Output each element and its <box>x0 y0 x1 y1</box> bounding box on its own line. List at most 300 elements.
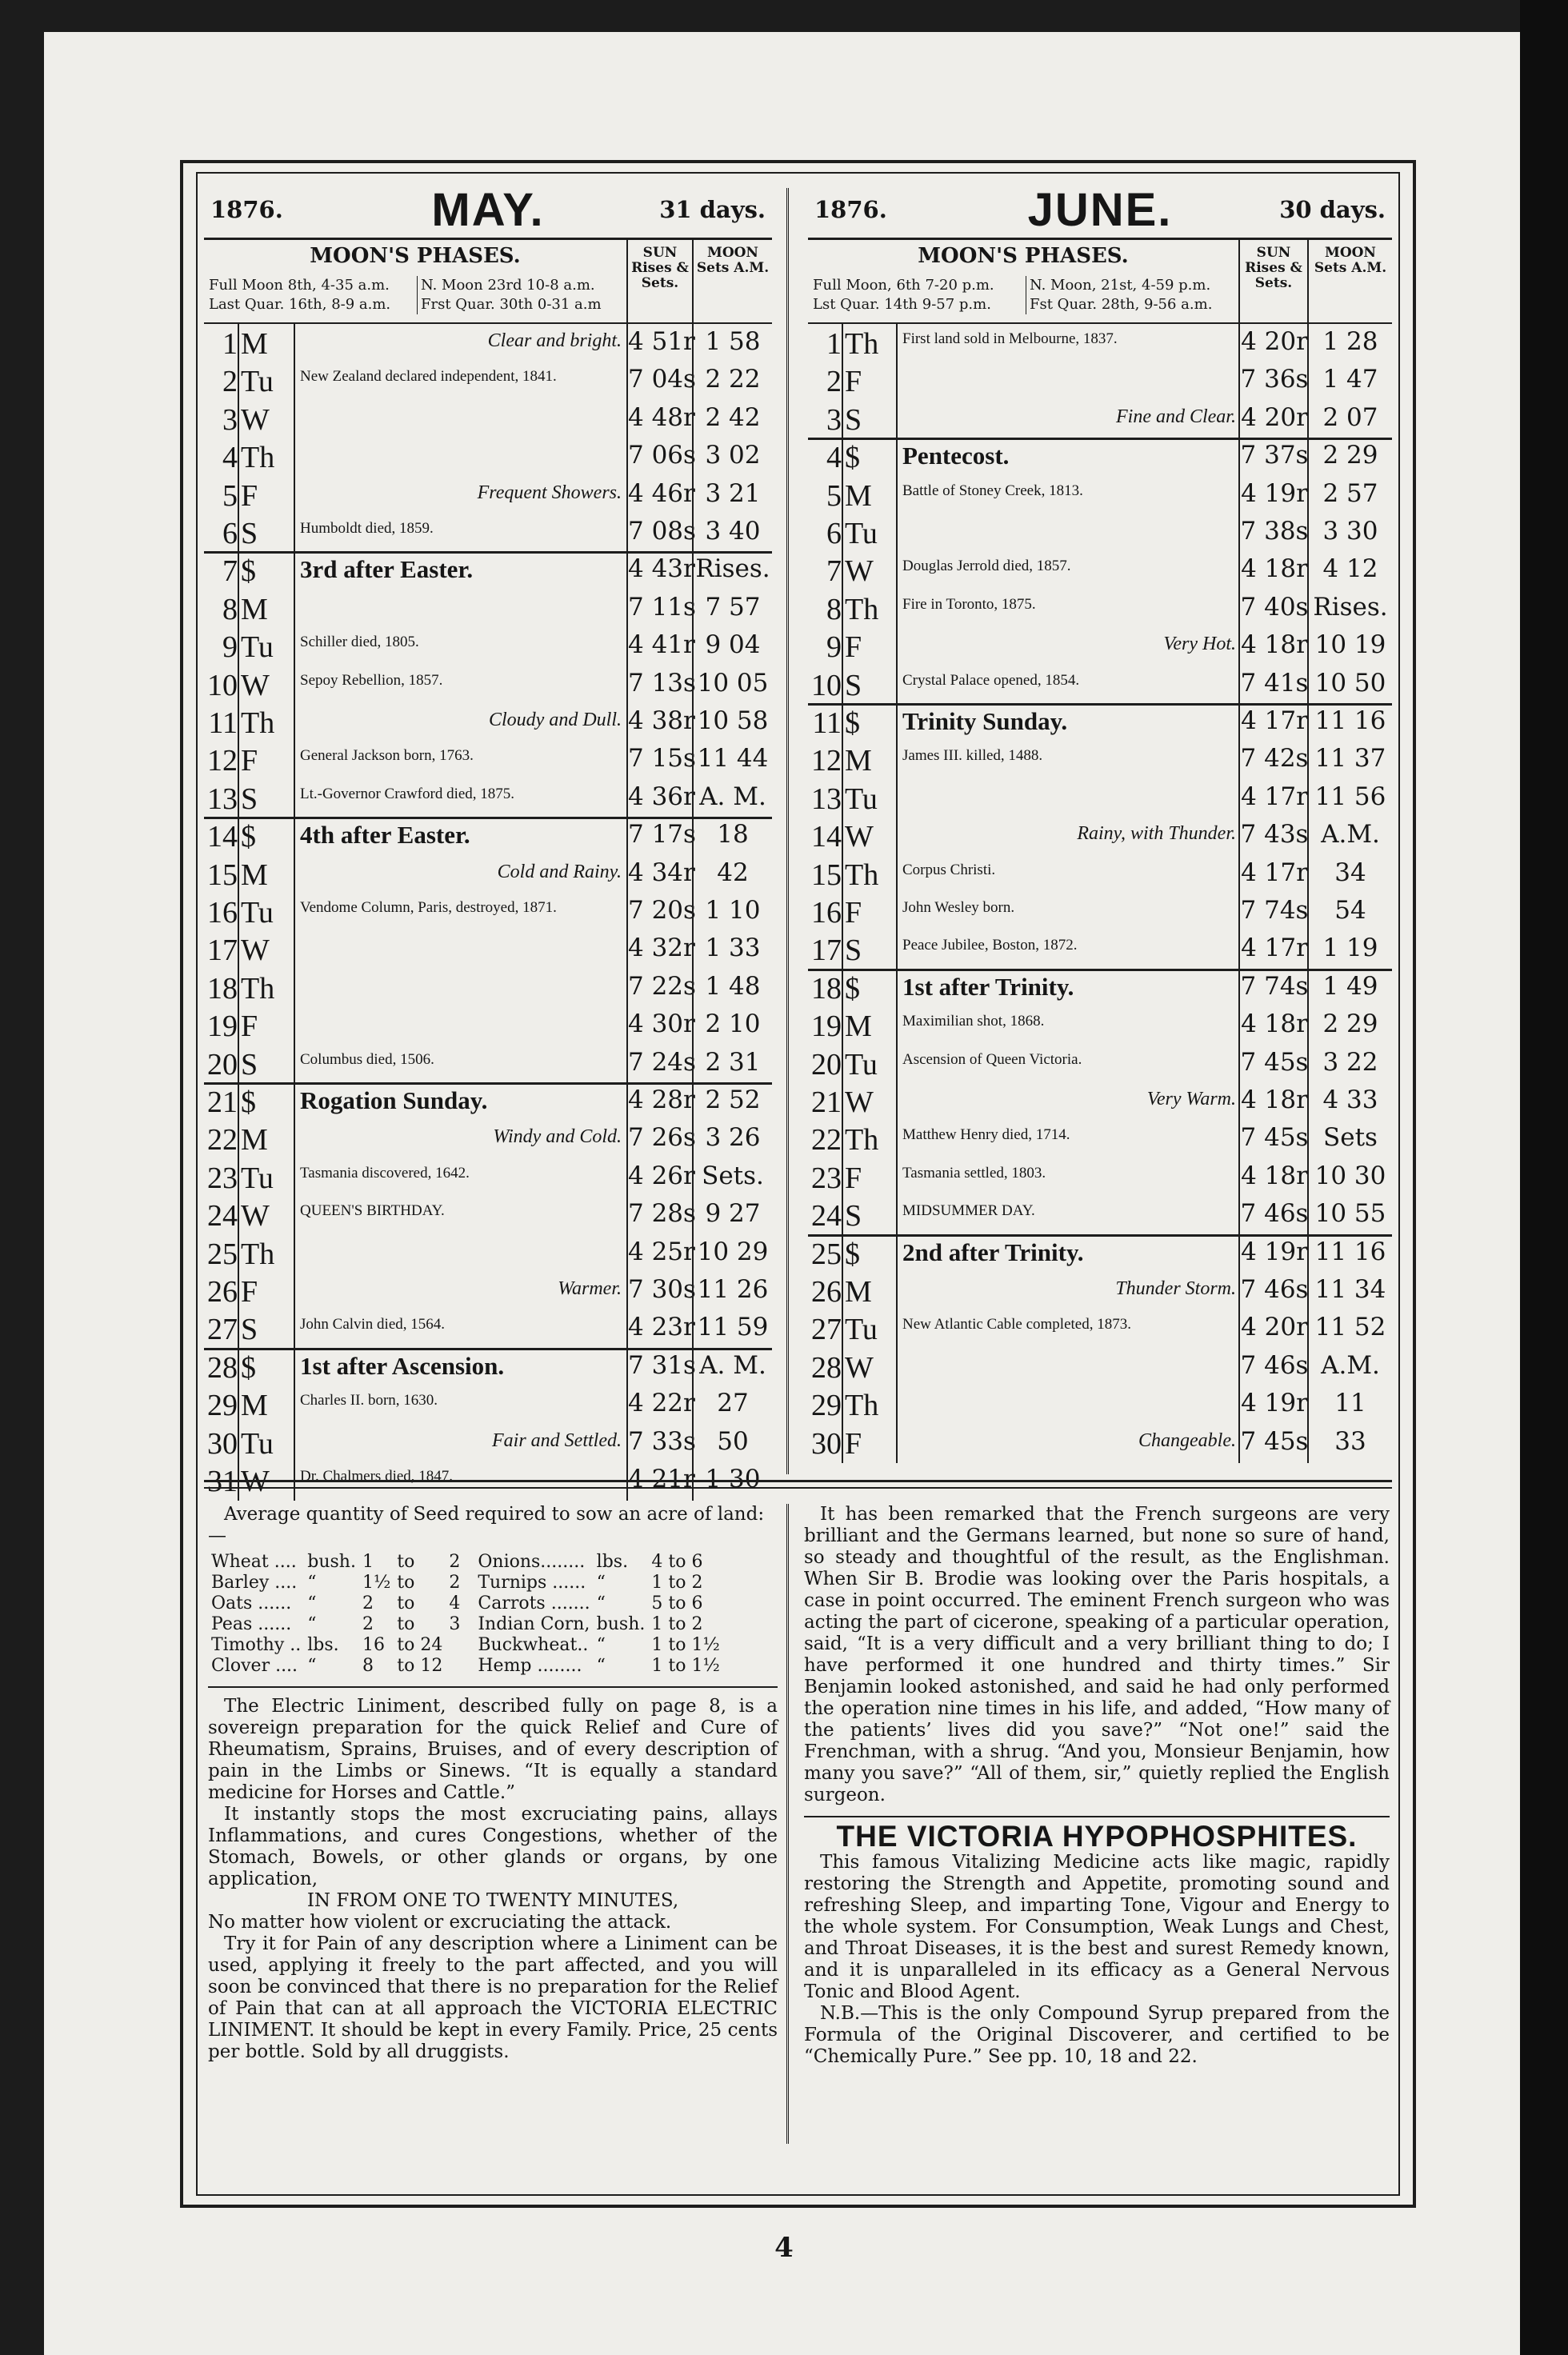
weekday: Tu <box>241 1426 274 1461</box>
may-year: 1876. <box>210 196 283 223</box>
june-day-count: 30 days. <box>1279 196 1386 223</box>
day-event: QUEEN'S BIRTHDAY. <box>300 1202 445 1220</box>
seed-cell: Indian Corn, <box>478 1614 590 1634</box>
sun-time: 7 22s <box>628 971 696 1001</box>
sun-time: 4 18r <box>1241 630 1308 660</box>
day-event: Tasmania discovered, 1642. <box>300 1164 470 1181</box>
seed-row <box>208 1635 723 1656</box>
day-event: Douglas Jerrold died, 1857. <box>902 558 1071 575</box>
sun-time: 4 19r <box>1241 1389 1308 1418</box>
sun-time: 4 30r <box>628 1010 695 1039</box>
seed-cell: 2 <box>449 1573 461 1593</box>
day-event: First land sold in Melbourne, 1837. <box>902 330 1118 347</box>
calendar-day-row <box>204 1311 772 1349</box>
day-number: 20 <box>207 1047 238 1082</box>
moon-time: 27 <box>717 1389 749 1418</box>
sun-time: 7 40s <box>1240 592 1309 622</box>
column-rule <box>896 324 898 1463</box>
day-number: 25 <box>207 1237 238 1271</box>
may-moon-phases <box>204 238 628 324</box>
calendar-day-row <box>204 1084 772 1122</box>
weekday: W <box>241 1199 270 1233</box>
moon-time: 10 58 <box>697 706 769 735</box>
may-phase-first: Frst Quar. 30th 0-31 a.m <box>421 296 602 313</box>
sun-time: 7 20s <box>628 896 696 925</box>
calendar-day-row <box>204 781 772 818</box>
calendar-day-row <box>204 363 772 401</box>
sun-time: 4 51r <box>628 327 695 356</box>
day-event: Crystal Palace opened, 1854. <box>902 671 1080 689</box>
day-number: 18 <box>811 971 842 1006</box>
sun-time: 4 20r <box>1241 1313 1308 1342</box>
weekday: W <box>845 554 874 589</box>
day-number: 7 <box>826 554 842 589</box>
divider <box>804 1816 1390 1817</box>
moon-time: 54 <box>1334 896 1366 925</box>
seed-row <box>208 1593 723 1614</box>
seed-cell: Peas ...... <box>211 1614 292 1634</box>
hypophosphites-title: THE VICTORIA HYPOPHOSPHITES. <box>836 1820 1358 1853</box>
weekday: M <box>845 1010 872 1044</box>
sun-time: 4 41r <box>628 630 695 660</box>
may-phases-title: MOON'S PHASES. <box>310 244 521 268</box>
seed-cell: 4 to 6 <box>651 1552 703 1572</box>
sun-time: 4 48r <box>628 402 695 432</box>
seed-cell: 2 <box>362 1593 374 1613</box>
weekday: Th <box>241 1237 275 1271</box>
weekday: S <box>241 517 258 550</box>
weekday: F <box>241 1275 258 1309</box>
column-rule <box>1238 324 1240 1463</box>
weekday: F <box>241 1010 258 1044</box>
day-event: Trinity Sunday. <box>902 707 1068 735</box>
day-number: 1 <box>826 327 842 361</box>
moon-time: 1 58 <box>705 327 761 356</box>
seed-cell: Onions........ <box>478 1552 586 1572</box>
day-number: 13 <box>811 782 842 816</box>
column-rule <box>626 324 628 1501</box>
day-event: Fire in Toronto, 1875. <box>902 595 1036 613</box>
weekday: W <box>241 934 270 968</box>
weekday: $ <box>845 971 860 1006</box>
left-text-column <box>208 1504 778 2063</box>
day-event: 1st after Trinity. <box>902 972 1074 1001</box>
moon-time: 4 12 <box>1322 554 1378 584</box>
moon-time: 11 16 <box>1314 1237 1386 1266</box>
may-phases-right <box>417 276 602 314</box>
weekday: S <box>845 934 862 968</box>
day-event: Very Warm. <box>1146 1089 1236 1110</box>
seed-cell: 16 <box>362 1635 385 1655</box>
sun-time: 4 20r <box>1241 402 1308 432</box>
sun-time: 4 22r <box>628 1389 695 1418</box>
moon-time: Sets <box>1323 1123 1378 1153</box>
column-rule <box>294 324 295 1501</box>
june-sun-header: SUN Rises & Sets. <box>1240 238 1309 324</box>
sun-time: 7 74s <box>1240 896 1309 925</box>
sun-time: 4 26r <box>628 1161 695 1190</box>
moon-time: 1 10 <box>705 896 761 925</box>
sun-time: 4 20r <box>1241 327 1308 356</box>
seed-cell: 3 <box>449 1614 461 1634</box>
moon-time: A.M. <box>1321 1350 1380 1380</box>
hypophosphites-note: N.B.—This is the only Compound Syrup prepared from the Formula of the Original Discoverer, and certified to be “Chemically Pure.” See pp. 10, 18 and 22. <box>804 2003 1390 2067</box>
moon-time: 2 29 <box>1322 1010 1378 1039</box>
day-event: Thunder Storm. <box>1115 1278 1236 1299</box>
day-number: 15 <box>207 858 238 892</box>
weekday: F <box>241 744 258 778</box>
sun-time: 7 46s <box>1240 1199 1309 1229</box>
weekday: F <box>845 630 862 665</box>
weekday: M <box>845 744 872 778</box>
weekday: F <box>845 365 862 399</box>
weekday: F <box>845 1161 862 1195</box>
day-event: Cloudy and Dull. <box>489 710 622 730</box>
moon-time: 34 <box>1334 858 1366 887</box>
sun-time: 7 28s <box>628 1199 696 1229</box>
sun-time: 4 19r <box>1241 478 1308 508</box>
moon-time: 10 30 <box>1314 1161 1386 1190</box>
french-surgeons-anecdote: It has been remarked that the French surgeons are very brilliant and the Germans learned, but none so sure of hand, so steady and thoughtful of the result, as the Englishman. When Sir B. Brodie was looking over the Paris hospitals, a case in point occurred. The eminent French surgeon who was acting the part of cicerone, speaking of a particular operation, said, “It is a very difficult and a very brilliant thing to do; I have performed it one hundred and thirty times.” Sir Benjamin looked astonished, and said he had only performed the operation nine times in his life, and added, “How many of the patients’ lives did you save?” “Not one!” said the Frenchman, with a shrug. “And you, Monsieur Benjamin, how many you save?” “All of them, sir,” quietly replied the English surgeon. <box>804 1504 1390 1805</box>
seed-cell: Oats ...... <box>211 1593 292 1613</box>
weekday: Tu <box>241 1161 274 1195</box>
seed-row <box>208 1573 723 1593</box>
weekday: W <box>845 1350 874 1385</box>
liniment-effects: It instantly stops the most excruciating pains, allays Inflammations, and cures Congestions, whether of the Stomach, Bowels, or other glands or organs, by one application, <box>208 1804 778 1889</box>
weekday: M <box>845 1275 872 1309</box>
day-number: 11 <box>208 706 238 740</box>
day-number: 20 <box>811 1047 842 1082</box>
sun-time: 7 33s <box>628 1426 696 1456</box>
june-year: 1876. <box>814 196 887 223</box>
moon-time: 9 04 <box>705 630 761 660</box>
day-number: 25 <box>811 1237 842 1271</box>
calendar-day-row <box>204 932 772 970</box>
moon-time: 1 49 <box>1322 971 1378 1001</box>
seed-cell: Hemp ........ <box>478 1656 582 1676</box>
may-sun-header: SUN Rises & Sets. <box>628 238 694 324</box>
seed-cell: to <box>397 1552 415 1572</box>
day-number: 26 <box>207 1275 238 1309</box>
day-number: 10 <box>811 668 842 702</box>
seed-cell: Wheat .... <box>211 1552 297 1572</box>
scan-edge <box>1520 0 1568 2355</box>
june-month-title: JUNE. <box>1027 184 1173 236</box>
may-phases-left <box>209 276 390 314</box>
seed-cell: bush. <box>307 1552 356 1572</box>
sun-time: 7 74s <box>1240 971 1309 1001</box>
moon-time: 11 16 <box>1314 706 1386 735</box>
weekday: S <box>241 782 258 816</box>
day-event: Rogation Sunday. <box>300 1086 488 1114</box>
day-event: Lt.-Governor Crawford died, 1875. <box>300 785 515 802</box>
moon-time: 11 56 <box>1314 782 1386 811</box>
day-event: John Calvin died, 1564. <box>300 1316 446 1333</box>
may-day-count: 31 days. <box>659 196 766 223</box>
weekday: Th <box>845 327 879 361</box>
weekday: Tu <box>845 782 878 816</box>
seed-cell: Carrots ....... <box>478 1593 590 1613</box>
seed-table <box>208 1552 723 1677</box>
day-event: Maximilian shot, 1868. <box>902 1013 1045 1030</box>
moon-time: A. M. <box>699 782 766 811</box>
seed-cell: “ <box>596 1573 606 1593</box>
section-rule <box>204 1480 1392 1489</box>
seed-cell: lbs. <box>596 1552 629 1572</box>
day-number: 30 <box>207 1426 238 1461</box>
seed-title: Average quantity of Seed required to sow an acre of land:— <box>208 1504 765 1546</box>
day-number: 14 <box>811 820 842 854</box>
day-number: 10 <box>207 668 238 702</box>
sun-time: 7 26s <box>628 1123 696 1153</box>
weekday: M <box>241 327 268 361</box>
day-number: 29 <box>811 1389 842 1423</box>
day-event: Ascension of Queen Victoria. <box>902 1050 1082 1068</box>
seed-cell: 1 to 2 <box>651 1573 703 1593</box>
sun-time: 4 43r <box>628 554 695 584</box>
moon-time: 4 33 <box>1322 1086 1378 1114</box>
sun-time: 4 46r <box>628 478 695 508</box>
seed-row <box>208 1552 723 1573</box>
seed-cell: Clover .... <box>211 1656 298 1676</box>
moon-time: 2 22 <box>705 365 761 394</box>
day-number: 22 <box>811 1123 842 1158</box>
divider <box>208 1686 778 1688</box>
moon-time: A.M. <box>1321 820 1380 850</box>
column-rule <box>842 324 843 1463</box>
sun-time: 7 11s <box>628 592 696 622</box>
sun-time: 7 08s <box>628 517 696 546</box>
moon-time: Rises. <box>1313 592 1388 622</box>
seed-cell: 8 <box>362 1656 374 1676</box>
seed-cell: 2 <box>449 1552 461 1572</box>
moon-time: 10 50 <box>1314 668 1386 698</box>
moon-time: 10 05 <box>697 668 769 698</box>
calendar-day-row <box>204 1273 772 1311</box>
seed-cell: lbs. <box>307 1635 339 1655</box>
sun-time: 7 45s <box>1240 1047 1309 1077</box>
weekday: S <box>845 1199 862 1233</box>
day-event: Dr. Chalmers died, 1847. <box>300 1468 454 1485</box>
sun-time: 7 38s <box>1240 517 1309 546</box>
weekday: M <box>241 1123 268 1158</box>
sun-time: 7 13s <box>628 668 696 698</box>
day-number: 5 <box>222 478 238 513</box>
day-event: Windy and Cold. <box>493 1126 622 1148</box>
weekday: S <box>241 1313 258 1347</box>
moon-time: 1 30 <box>705 1465 761 1493</box>
sun-time: 7 43s <box>1240 820 1309 850</box>
day-number: 29 <box>207 1389 238 1423</box>
moon-time: 10 19 <box>1314 630 1386 660</box>
liniment-attack: No matter how violent or excruciating the attack. <box>208 1912 672 1933</box>
moon-time: 3 40 <box>705 517 761 546</box>
sun-time: 7 45s <box>1240 1123 1309 1153</box>
sun-time: 7 17s <box>628 820 696 850</box>
moon-time: 9 27 <box>705 1199 761 1229</box>
day-event: Schiller died, 1805. <box>300 634 419 651</box>
day-number: 17 <box>811 934 842 968</box>
sun-time: 4 34r <box>628 858 695 887</box>
june-phase-new: N. Moon, 21st, 4-59 p.m. <box>1030 277 1211 294</box>
may-phase-last: Last Quar. 16th, 8-9 a.m. <box>209 296 391 313</box>
weekday: Tu <box>845 1313 878 1347</box>
seed-cell: 4 <box>449 1593 461 1613</box>
moon-time: 1 19 <box>1322 934 1378 963</box>
seed-cell: Timothy .. <box>211 1635 302 1655</box>
moon-time: 2 52 <box>705 1086 761 1114</box>
day-number: 31 <box>207 1465 238 1498</box>
june-moon-phases <box>808 238 1240 324</box>
weekday: S <box>845 402 862 437</box>
day-event: General Jackson born, 1763. <box>300 747 474 765</box>
moon-time: Rises. <box>695 554 770 584</box>
seed-cell: “ <box>596 1656 606 1676</box>
moon-time: 2 29 <box>1322 441 1378 470</box>
weekday: Th <box>241 441 275 475</box>
day-event: Vendome Column, Paris, destroyed, 1871. <box>300 899 557 916</box>
day-event: Charles II. born, 1630. <box>300 1392 438 1409</box>
weekday: M <box>845 478 872 513</box>
weekday: $ <box>845 706 860 740</box>
june-header <box>808 180 1392 240</box>
seed-cell: 1 <box>362 1552 374 1572</box>
day-number: 12 <box>207 744 238 778</box>
may-phase-full: Full Moon 8th, 4-35 a.m. <box>209 277 390 294</box>
seed-cell: Turnips ...... <box>478 1573 586 1593</box>
june-phases-left <box>813 276 994 314</box>
day-number: 23 <box>207 1161 238 1195</box>
day-number: 19 <box>207 1010 238 1044</box>
day-event: MIDSUMMER DAY. <box>902 1202 1035 1220</box>
weekday: Tu <box>241 896 274 930</box>
day-event: Matthew Henry died, 1714. <box>902 1126 1070 1144</box>
weekday: Tu <box>845 517 878 550</box>
calendar-day-row <box>204 705 772 742</box>
sun-time: 4 38r <box>628 706 695 735</box>
seed-cell: 1½ <box>362 1573 391 1593</box>
weekday: $ <box>241 554 256 589</box>
sun-time: 7 31s <box>628 1350 696 1380</box>
moon-time: 3 21 <box>705 478 761 508</box>
day-number: 26 <box>811 1275 842 1309</box>
day-number: 1 <box>222 327 238 361</box>
day-number: 12 <box>811 744 842 778</box>
seed-cell: “ <box>307 1656 317 1676</box>
day-number: 21 <box>207 1086 238 1119</box>
day-event: John Wesley born. <box>902 899 1015 916</box>
weekday: Tu <box>241 365 274 399</box>
calendar-day-row <box>204 1008 772 1046</box>
day-number: 8 <box>222 592 238 626</box>
sun-time: 4 17r <box>1241 782 1308 811</box>
seed-cell: to <box>397 1573 415 1593</box>
day-number: 5 <box>826 478 842 513</box>
weekday: $ <box>845 441 860 475</box>
day-event: 3rd after Easter. <box>300 555 474 584</box>
june-phases-title: MOON'S PHASES. <box>918 244 1129 268</box>
moon-time: 1 48 <box>705 971 761 1001</box>
calendar-day-row <box>204 1387 772 1425</box>
seed-cell <box>446 1656 463 1677</box>
day-number: 3 <box>826 402 842 437</box>
day-number: 9 <box>222 630 238 665</box>
moon-time: 3 02 <box>705 441 761 470</box>
moon-time: 11 59 <box>697 1313 769 1342</box>
moon-time: 1 33 <box>705 934 761 963</box>
calendar-day-row <box>204 1197 772 1235</box>
moon-time: 10 55 <box>1314 1199 1386 1229</box>
weekday: W <box>241 402 270 437</box>
calendar-day-row <box>204 818 772 856</box>
day-event: Warmer. <box>558 1278 622 1299</box>
moon-time: 1 28 <box>1322 327 1378 356</box>
day-number: 30 <box>811 1426 842 1461</box>
day-number: 14 <box>207 820 238 854</box>
sun-time: 4 23r <box>628 1313 695 1342</box>
day-number: 3 <box>222 402 238 437</box>
may-phase-new: N. Moon 23rd 10-8 a.m. <box>421 277 595 294</box>
weekday: F <box>845 896 862 930</box>
day-number: 9 <box>826 630 842 665</box>
day-event: 1st after Ascension. <box>300 1351 505 1380</box>
calendar-day-row <box>204 591 772 629</box>
day-number: 6 <box>826 517 842 550</box>
seed-cell: 1 to 1½ <box>651 1656 720 1676</box>
calendar-day-row <box>204 629 772 666</box>
moon-time: 11 26 <box>697 1275 769 1304</box>
seed-cell: 5 to 6 <box>651 1593 703 1613</box>
weekday: Tu <box>241 630 274 665</box>
moon-time: 33 <box>1334 1426 1366 1456</box>
moon-time: 42 <box>717 858 749 887</box>
day-number: 27 <box>811 1313 842 1347</box>
moon-time: 3 30 <box>1322 517 1378 546</box>
text-column-divider <box>786 1504 789 2144</box>
moon-time: 50 <box>717 1426 749 1456</box>
seed-row <box>208 1656 723 1677</box>
seed-cell: 1 to 1½ <box>651 1635 720 1655</box>
day-event: 2nd after Trinity. <box>902 1237 1084 1266</box>
calendar-day-row <box>204 402 772 439</box>
day-event: Rainy, with Thunder. <box>1077 823 1236 845</box>
day-event: Fine and Clear. <box>1116 406 1236 427</box>
weekday: Th <box>845 858 879 892</box>
day-event: New Atlantic Cable completed, 1873. <box>902 1316 1131 1333</box>
weekday: Th <box>845 1123 879 1158</box>
day-number: 18 <box>207 971 238 1006</box>
weekday: $ <box>845 1237 860 1271</box>
weekday: Tu <box>845 1047 878 1082</box>
sun-time: 7 41s <box>1240 668 1309 698</box>
weekday: Th <box>241 971 275 1006</box>
sun-time: 7 46s <box>1240 1350 1309 1380</box>
day-event: 4th after Easter. <box>300 821 470 850</box>
moon-time: 11 52 <box>1314 1313 1386 1342</box>
day-number: 22 <box>207 1123 238 1158</box>
day-event: Frequent Showers. <box>477 482 622 503</box>
day-number: 19 <box>811 1010 842 1044</box>
day-number: 4 <box>826 441 842 475</box>
sun-time: 7 04s <box>628 365 696 394</box>
sun-time: 4 18r <box>1241 1010 1308 1039</box>
weekday: W <box>845 820 874 854</box>
calendar-day-row <box>204 894 772 932</box>
column-rule <box>1307 324 1309 1463</box>
calendar-day-row <box>204 667 772 705</box>
calendar-day-row <box>204 1122 772 1159</box>
moon-time: 3 22 <box>1322 1047 1378 1077</box>
